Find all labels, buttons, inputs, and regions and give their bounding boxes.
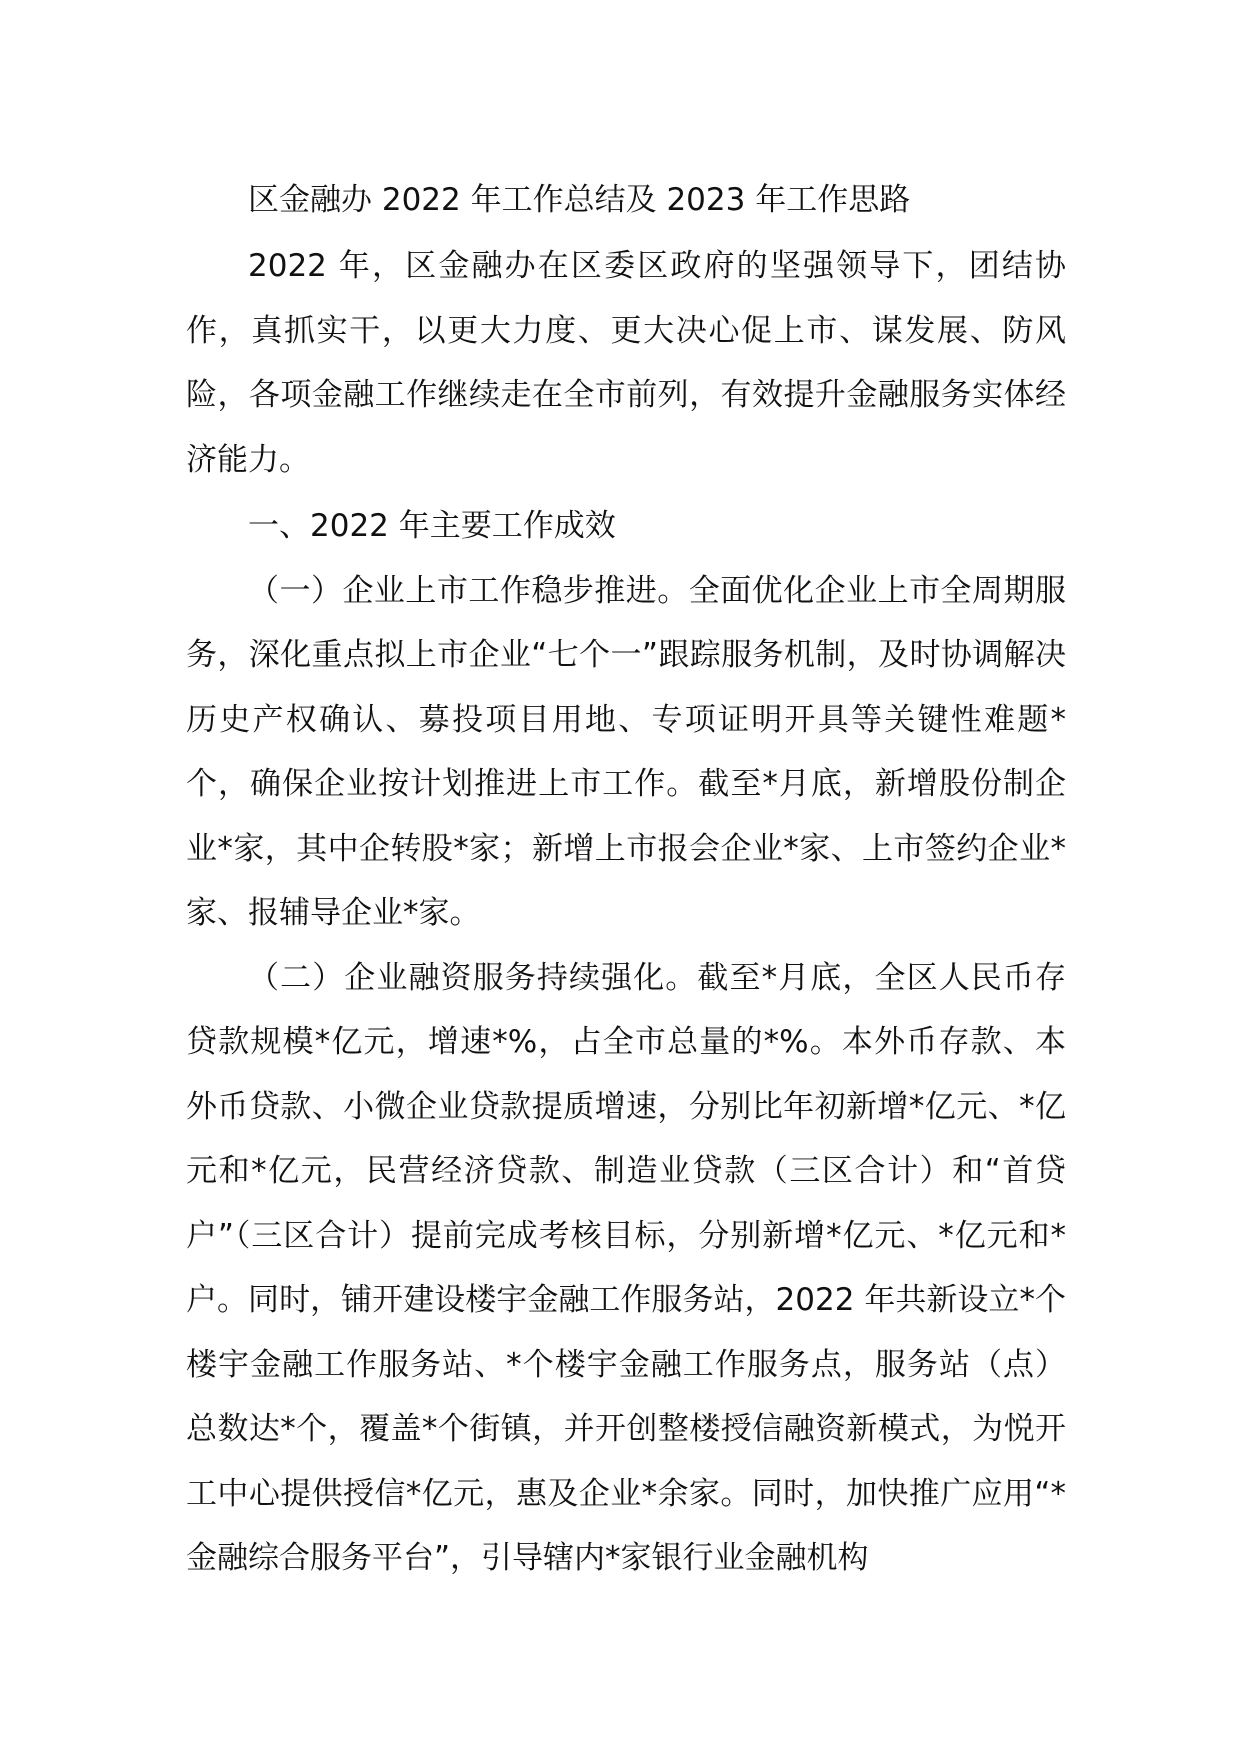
document-body [186,168,1066,1591]
intro-paragraph: 2022 年，区金融办在区委区政府的坚强领导下，团结协作，真抓实干，以更大力度、更大决心促上市、谋发展、防风险，各项金融工作继续走在全市前列，有效提升金融服务实体经济能力。 [186,248,1066,478]
item-paragraph-2: （二）企业融资服务持续强化。截至*月底，全区人民币存贷款规模*亿元，增速*%，占全市总量的*%。本外币存款、本外币贷款、小微企业贷款提质增速，分别比年初新增*亿元、*亿元和*亿元，民营经济贷款、制造业贷款（三区合计）和“首贷户”（三区合计）提前完成考核目标，分别新增*亿元、*亿元和*户。同时，铺开建设楼宇金融工作服务站，2022 年共新设立*个楼宇金融工作服务站、*个楼宇金融工作服务点，服务站（点）总数达*个，覆盖*个街镇，并开创整楼授信融资新模式，为悦开工中心提供授信*亿元，惠及企业*余家。同时，加快推广应用“*金融综合服务平台”，引导辖内*家银行业金融机构 [186,959,1066,1576]
section-heading: 一、2022 年主要工作成效 [248,508,616,544]
item-paragraph-1: （一）企业上市工作稳步推进。全面优化企业上市全周期服务，深化重点拟上市企业“七个一”跟踪服务机制，及时协调解决历史产权确认、募投项目用地、专项证明开具等关键性难题*个，确保企业按计划推进上市工作。截至*月底，新增股份制企业*家，其中企转股*家；新增上市报会企业*家、上市签约企业*家、报辅导企业*家。 [186,572,1066,931]
document-title: 区金融办 2022 年工作总结及 2023 年工作思路 [248,182,911,218]
